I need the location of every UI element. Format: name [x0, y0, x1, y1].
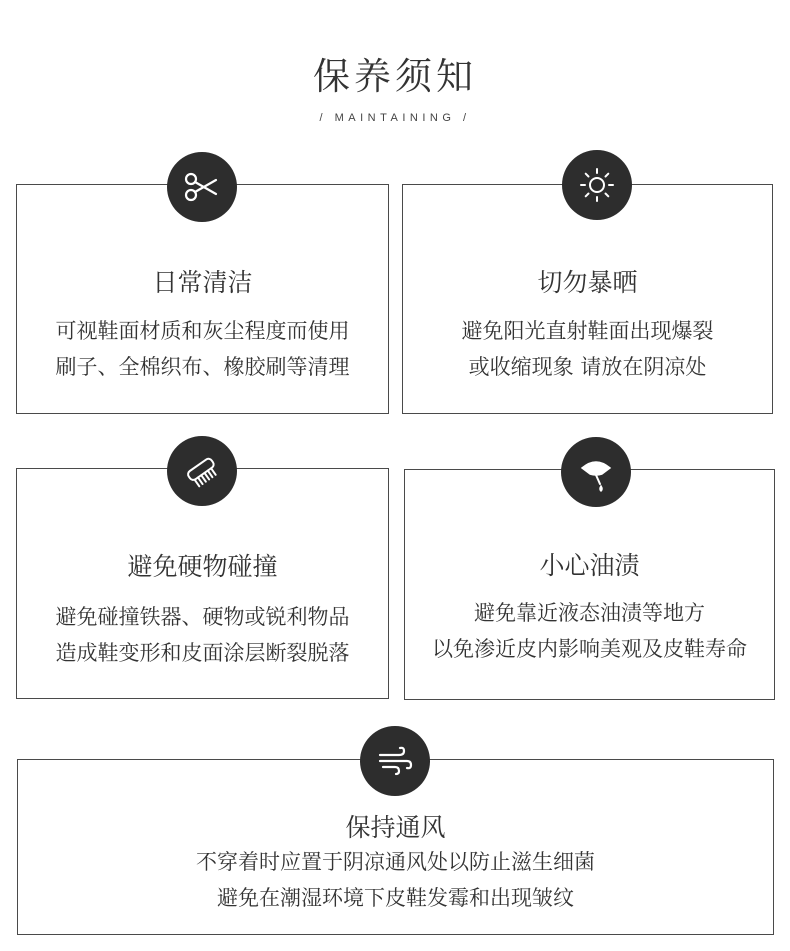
card-description-line: 避免碰撞铁器、硬物或锐利物品 — [55, 605, 350, 629]
card-description — [405, 595, 774, 667]
card-description-line: 或收缩现象 请放在阴凉处 — [468, 355, 707, 379]
oil-drop-icon — [561, 437, 631, 507]
page-subtitle: / MAINTAINING / — [319, 112, 471, 124]
card-description-line: 造成鞋变形和皮面涂层断裂脱落 — [55, 641, 350, 665]
card-description-line: 避免阳光直射鞋面出现爆裂 — [461, 319, 714, 343]
card-title: 保持通风 — [345, 813, 446, 842]
card-description-line: 避免在潮湿环境下皮鞋发霉和出现皱纹 — [217, 886, 574, 910]
card-description-line: 不穿着时应置于阴凉通风处以防止滋生细菌 — [196, 850, 595, 874]
card-description — [18, 844, 773, 916]
card-title: 切勿暴晒 — [537, 268, 638, 297]
wind-icon — [360, 726, 430, 796]
card-description-line: 可视鞋面材质和灰尘程度而使用 — [55, 319, 350, 343]
card-title: 日常清洁 — [152, 268, 253, 297]
card-description-line: 以免渗近皮内影响美观及皮鞋寿命 — [432, 637, 747, 661]
card-description — [403, 313, 772, 385]
page-title: 保养须知 — [313, 55, 477, 98]
card-title: 避免硬物碰撞 — [127, 552, 278, 581]
card-title: 小心油渍 — [539, 551, 640, 580]
card-description-line: 避免靠近液态油渍等地方 — [474, 601, 705, 625]
brush-icon — [167, 436, 237, 506]
scissors-icon — [167, 152, 237, 222]
card-description — [17, 313, 388, 385]
card-description-line: 刷子、全棉织布、橡胶刷等清理 — [55, 355, 350, 379]
sun-icon — [562, 150, 632, 220]
card-description — [17, 599, 388, 671]
